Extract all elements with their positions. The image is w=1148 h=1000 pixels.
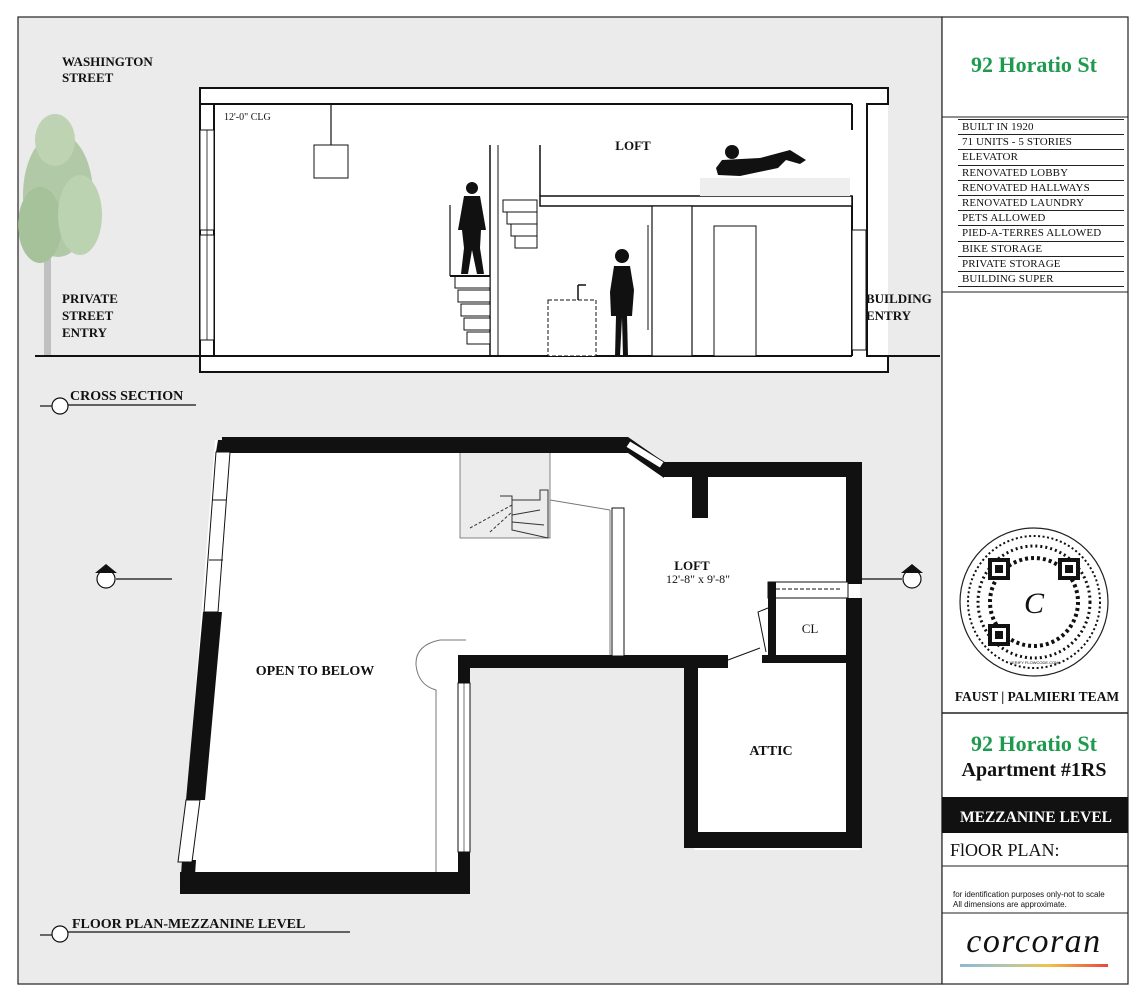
team-name: FAUST | PALMIERI TEAM	[954, 689, 1120, 704]
feature-item: BUILT IN 1920	[958, 119, 1124, 135]
plan-loft-label: LOFT	[674, 558, 710, 573]
feature-item: 71 UNITS - 5 STORIES	[958, 135, 1124, 150]
private-entry-line-2: STREET	[62, 308, 114, 323]
street-name-line-2: STREET	[62, 70, 114, 85]
sidebar-title: 92 Horatio St	[971, 52, 1097, 77]
feature-item: ELEVATOR	[958, 150, 1124, 165]
feature-item: BIKE STORAGE	[958, 242, 1124, 257]
feature-item: RENOVATED LOBBY	[958, 166, 1124, 181]
floor-plan-caption: FLOOR PLAN-MEZZANINE LEVEL	[72, 917, 306, 932]
feature-item: PIED-A-TERRES ALLOWED	[958, 226, 1124, 241]
address: 92 Horatio St	[971, 731, 1097, 756]
building-entry-line-1: BUILDING	[866, 291, 932, 306]
open-to-below-label: OPEN TO BELOW	[255, 664, 375, 679]
qr-caption: VERIFY FLOWCODE.COM	[1009, 660, 1059, 665]
apartment-number: Apartment #1RS	[961, 759, 1107, 781]
building-features-list	[958, 119, 1124, 287]
closet-label: CL	[801, 621, 819, 636]
private-entry-line-1: PRIVATE	[62, 291, 118, 306]
private-entry-line-3: ENTRY	[62, 325, 108, 340]
feature-item: BUILDING SUPER	[958, 272, 1124, 287]
disclaimer-line-1: for identification purposes only-not to scale	[953, 890, 1105, 899]
plan-loft-dimensions: 12'-8" x 9'-8"	[665, 572, 731, 586]
cross-section-caption: CROSS SECTION	[70, 389, 184, 404]
section-loft-label: LOFT	[615, 138, 651, 153]
street-name-line-1: WASHINGTON	[62, 54, 153, 69]
corcoran-logo: corcoran	[966, 923, 1102, 960]
qr-letter: C	[1023, 587, 1045, 620]
attic-label: ATTIC	[749, 744, 793, 759]
feature-item: RENOVATED HALLWAYS	[958, 181, 1124, 196]
building-entry-line-2: ENTRY	[866, 308, 912, 323]
feature-item: PRIVATE STORAGE	[958, 257, 1124, 272]
disclaimer-line-2: All dimensions are approximate.	[953, 900, 1067, 909]
plan-label: FlOOR PLAN:	[950, 840, 1060, 860]
brand-color-bar	[960, 964, 1108, 967]
feature-item: PETS ALLOWED	[958, 211, 1124, 226]
level-label: MEZZANINE LEVEL	[959, 809, 1113, 826]
ceiling-height: 12'-0" CLG	[224, 112, 271, 123]
feature-item: RENOVATED LAUNDRY	[958, 196, 1124, 211]
